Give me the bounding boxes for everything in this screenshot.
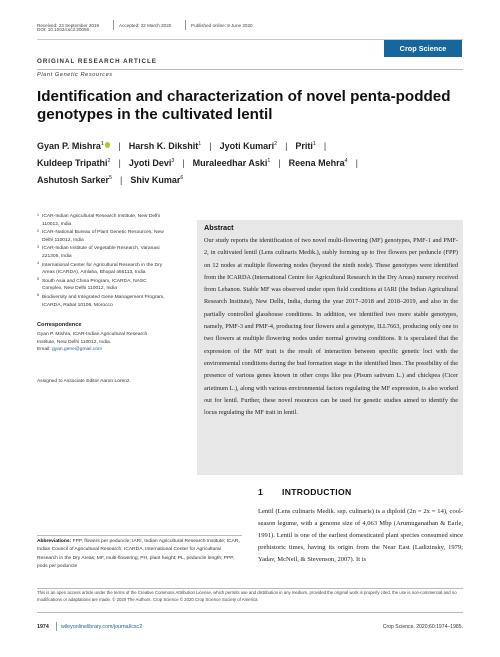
author-separator: | [119, 175, 123, 185]
doi[interactable]: DOI: 10.1002/csc2.20056 [37, 27, 90, 32]
abstract-heading: Abstract [204, 223, 234, 232]
author[interactable]: Kuldeep Tripathi$^2$ [37, 158, 111, 168]
author[interactable]: Jyoti Kumari$^2$ [219, 141, 278, 151]
publication-dates-bar [37, 19, 463, 40]
divider [37, 588, 463, 589]
author-separator: | [278, 158, 281, 168]
page-number: 1974 [37, 624, 49, 630]
author[interactable]: Jyoti Devi$^3$ [128, 158, 175, 168]
journal-citation: Crop Science. 2020;60:1974–1985. [382, 624, 463, 630]
author[interactable]: Ashutosh Sarker$^5$ [37, 175, 112, 185]
assigned-editor: Assigned to Associate Editor Aaron Lorenz. [37, 379, 131, 384]
affiliations [37, 213, 167, 310]
article-title: Identification and characterization of novel penta-podded genotypes in the cultivated lentil [37, 88, 451, 123]
divider [113, 20, 114, 30]
divider [185, 20, 186, 30]
author-separator: | [209, 141, 212, 151]
divider [37, 612, 463, 613]
author[interactable]: Gyan P. Mishra$^1$ [37, 141, 110, 151]
abbreviations-label: Abbreviations: [37, 539, 72, 544]
author-separator: | [355, 158, 358, 168]
abstract-text: Our study reports the identification of two novel multi-flowering (MF) genotypes, PMF-1 and PMF-2, in cultivated lentil (Lens culinaris Medik.), stably forming up to five flowers per peduncle (FPP) on 12 nodes at multiple flowering nodes (beyond the ninth node). These genotypes were identified from the ICARDA (International Centre for Agricultural Research in the Dry Areas) nursery received from Lebanon. Stable MF was observed under open field conditions at IARI (the Indian Agricultural Research Institute), New Delhi, India, during the year 2017–2018 and 2018–2019, and also in the partially controlled glasshouse conditions. In addition, we identified two more stable genotypes, namely, PMF-3 and PMF-4, producing four flowers and a genotype, ILL7663, producing only one to two flowers at multiple flowering nodes under normal growing conditions. It is speculated that the expression of the MF trait is the result of interaction between specific genetic loci with the environmental conditions during the bud formation stage in the identified lines. The possibility of the presence of various genes known in other crops like pea (Pisum sativum L.) and chickpea (Cicer arietinum L.), along with various environmental factors regulating the MF expression, is also worked out for lentil. Further, these novel resources can be used for genetic studies aimed to identify the locus regulating the MF trait in lentil. [204, 237, 458, 417]
divider [37, 535, 242, 536]
author-separator: | [182, 158, 185, 168]
correspondence-heading: Correspondence [37, 322, 82, 328]
email-link[interactable]: gyan.gene@gmail.com [51, 347, 103, 353]
affiliation: 4 International Center for Agricultural Research in the Dry Areas (ICARDA), Amlaha, Bhopal 466113, India [37, 261, 163, 276]
correspondence-address: Gyan P. Mishra, ICAR-Indian Agricultural Research Institute, New Delhi 110012, India. [37, 332, 148, 345]
section-number: 1 [258, 487, 263, 497]
author[interactable]: Shiv Kumar$^6$ [130, 175, 184, 185]
abbreviations-text: FPP, flowers per peduncle; IARI, Indian Agricultural Research Institute; ICAR, Indian Council of Agricultural Research; ICARDA, International Center for Agricultural Research in the Dry Areas; MF, multi-flowering; PH, plant height; PL, peduncle length; PPP, pods per peduncle [37, 539, 240, 570]
author-line-3 [37, 175, 183, 185]
author-separator: | [285, 141, 288, 151]
email-label: Email: [37, 347, 52, 353]
published-date: Published online: 9 June 2020 [191, 23, 253, 28]
author-line-1 [37, 141, 334, 151]
received-date: Received: 23 September 2019 [37, 23, 100, 28]
affiliation: 3 ICAR-Indian Institute of Vegetable Research, Varanasi 221305, India [37, 244, 160, 259]
author-separator: | [118, 158, 121, 168]
author-separator: | [118, 141, 121, 151]
journal-brand-badge[interactable]: Crop Science [384, 40, 462, 57]
author-line-2 [37, 158, 366, 168]
affiliation: 2 ICAR-National Bureau of Plant Genetic Resources, New Delhi 110012, India [37, 228, 164, 243]
divider [37, 69, 463, 70]
divider [56, 622, 57, 631]
author[interactable]: Reena Mehra$^4$ [288, 158, 348, 168]
license-notice: This is an open access article under the terms of the Creative Commons Attribution License, which permits use and distribution in any medium, provided the original work is properly cited, the use is non-commercial and no modifications or adaptations are made. © 2020 The Authors. Crop Science © 2020 Crop Science Society of America [37, 590, 457, 602]
accepted-date: Accepted: 22 March 2020 [119, 23, 172, 28]
correspondence-details [37, 331, 167, 354]
author-separator: | [323, 141, 327, 151]
author[interactable]: Priti$^1$ [295, 141, 316, 151]
abbreviations [37, 538, 242, 572]
affiliation: 1 ICAR-Indian Agricultural Research Institute, New Delhi 110012, India [37, 212, 160, 227]
author[interactable]: Muraleedhar Aski$^1$ [192, 158, 271, 168]
author[interactable]: Harsh K. Dikshit$^1$ [128, 141, 202, 151]
introduction-paragraph: Lentil (Lens culinaris Medik. ssp. culinaris) is a diploid (2n = 2x = 14), cool-season legume, with a genome size of 4,063 Mbp (Arumuganathan & Earle, 1991). Lentil is one of the earliest domesticated plant species consumed since prehistoric times, having its origin from the Near East (Ladizinsky, 1979; Yadav, McNeil, & Stevenson, 2007). It is [258, 508, 463, 563]
journal-url-link[interactable]: wileyonlinelibrary.com/journal/csc2 [61, 624, 143, 630]
section-heading-introduction: INTRODUCTION [282, 487, 352, 497]
affiliation: 5 South Asia and China Program, ICARDA, NASC Complex, New Delhi 110012, India [37, 277, 147, 292]
article-type: ORIGINAL RESEARCH ARTICLE [37, 58, 157, 65]
orcid-icon[interactable] [105, 142, 111, 148]
affiliation: 6 Biodiversity and Integrated Gene Management Program, ICARDA, Rabat 10106, Morocco [37, 293, 165, 308]
section-name: Plant Genetic Resources [37, 72, 113, 78]
